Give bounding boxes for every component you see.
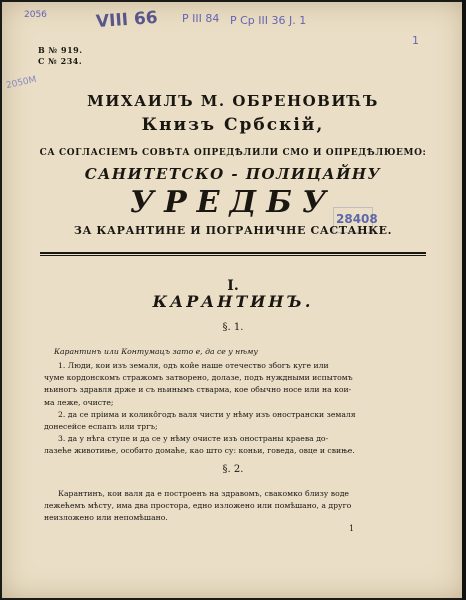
handwritten-page-corner: 1	[412, 34, 419, 47]
handwritten-note-top-right-b: P Cp III 36 J. 1	[230, 14, 307, 27]
paragraph-2-line: Карантинъ, кои валя да е построенъ на здравомъ, свакомко близу воде	[58, 489, 349, 498]
decree-title: УРЕДБУ	[129, 185, 337, 220]
intro-line: Карантинъ или Контумацъ зато е, да се у нѣму	[54, 347, 258, 356]
handwritten-shelf-mark: VIII 66	[95, 7, 159, 33]
item-line: 2. да се прiима и колико̂годъ валя чисти у нѣму изъ онострански земаля	[58, 410, 356, 419]
item-line: 3. да у нѣга ступе и да се у нѣму очисте изъ оностраны краева до-	[58, 434, 329, 443]
reference-number-c: С № 234.	[38, 56, 83, 66]
paragraph-1-intro	[44, 346, 424, 358]
handwritten-note-top-right-a: P III 84	[182, 12, 220, 25]
item-line: ньиногъ здравля држе и съ ньинымъ стварма, кое обычно носе или на кои-	[44, 385, 352, 395]
paragraph-2-line: лежећемъ мѣсту, има два простора, едно изложено или помѣшано, а друго	[44, 501, 352, 511]
list-item-1	[44, 360, 424, 409]
page-number: 1	[349, 524, 355, 533]
decree-subject: САНИТЕТСКО - ПОЛИЦАЙНУ	[84, 165, 382, 183]
decree-scope: ЗА КАРАНТИНЕ И ПОГРАНИЧНЕ САСТАНКЕ.	[73, 224, 393, 237]
handwritten-side-note: 2050M	[5, 74, 38, 92]
list-item-3	[44, 433, 424, 457]
item-line: лазеће животиње, особито домаће, као што су: коньи, говеда, овце и свиње.	[44, 446, 355, 456]
item-line: донесейсе еспапъ или тргъ;	[44, 422, 158, 432]
inventory-number: 28408	[336, 212, 378, 226]
item-line: чуме кордонскомъ стражомъ затворено, долазе, подъ нуждными испытомъ	[44, 373, 353, 383]
handwritten-note-top-left: 2056	[24, 10, 47, 20]
paragraph-1-label: §. 1.	[222, 322, 244, 333]
ruler-title: Книзъ Србскій,	[141, 115, 325, 135]
item-line: 1. Люди, кои изъ земаля, одъ кои̂е нашe отечество збогъ куге или	[58, 361, 329, 370]
paragraph-2-line: неизложено или непомѣшано.	[44, 513, 168, 523]
section-number: I.	[227, 278, 239, 294]
item-line: ма леже, очисте;	[44, 397, 114, 407]
ruler-name: МИХАИЛЪ М. ОБРЕНОВИЋЪ	[87, 92, 379, 110]
section-title: КАРАНТИНЪ.	[152, 292, 314, 311]
reference-number-b: В № 919.	[38, 45, 83, 55]
paragraph-2-label: §. 2.	[222, 464, 244, 475]
list-item-2	[44, 409, 424, 433]
enactment-formula: СА СОГЛАСІЕМЪ СОВѢТА ОПРЕДѢЛИЛИ СМО И ОПРЕДѢЛЮЕМО:	[39, 148, 427, 158]
divider-rule	[40, 252, 426, 254]
divider-rule-thin	[40, 255, 426, 256]
paragraph-2-text	[44, 488, 424, 525]
